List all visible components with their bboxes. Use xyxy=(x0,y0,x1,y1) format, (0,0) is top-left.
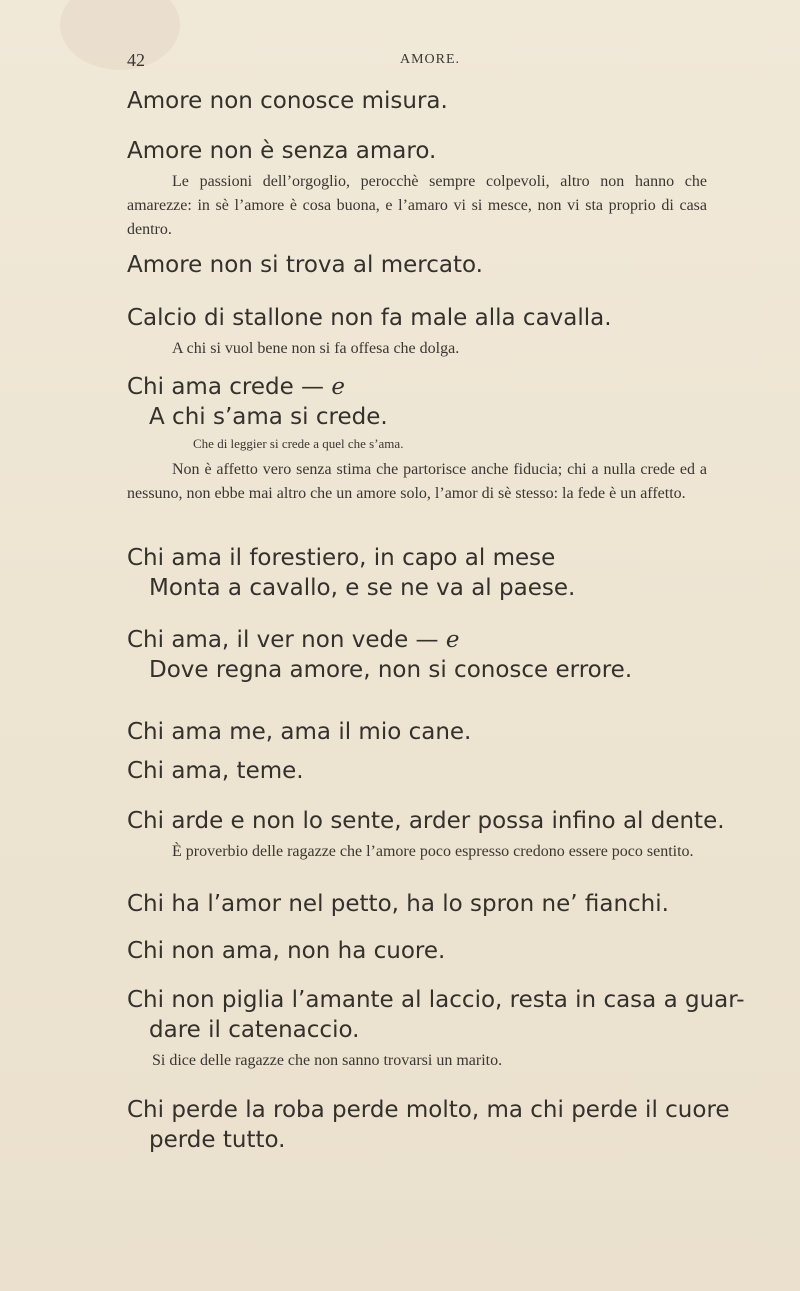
proverb-line: Dove regna amore, non si conosce errore. xyxy=(149,657,633,683)
proverb-entry xyxy=(127,303,707,361)
proverb-line: Chi non ama, non ha cuore. xyxy=(127,938,446,964)
running-title: AMORE. xyxy=(400,52,461,67)
conjunction-e: e xyxy=(445,627,460,653)
commentary-note: A chi si vuol bene non si fa offesa che dolga. xyxy=(172,340,460,357)
proverb-line: Amore non si trova al mercato. xyxy=(127,252,483,278)
proverb-entry xyxy=(127,756,707,786)
proverb-line: Chi perde la roba perde molto, ma chi perde il cuore xyxy=(127,1097,730,1123)
proverb-entry xyxy=(127,889,707,919)
proverb-line: Chi ama, teme. xyxy=(127,758,304,784)
proverb-entry xyxy=(127,625,707,685)
proverb-entry xyxy=(127,86,707,116)
proverb-entry xyxy=(127,717,707,747)
commentary-note: Si dice delle ragazze che non sanno trovarsi un marito. xyxy=(152,1052,503,1069)
proverb-line-text: Chi ama crede — xyxy=(127,374,332,400)
commentary-note: Non è affetto vero senza stima che partorisce anche fiducia; chi a nulla crede ed a nessuno, non ebbe mai altro che un amore solo, l’amor di sè stesso: la fede è un affetto. xyxy=(127,461,707,502)
proverb-entry xyxy=(127,806,725,864)
page-number: 42 xyxy=(127,50,145,70)
proverb-line: perde tutto. xyxy=(149,1127,286,1153)
proverb-line: A chi s’ama si crede. xyxy=(149,404,388,430)
proverb-line: Chi ama il forestiero, in capo al mese xyxy=(127,545,556,571)
proverb-line: Amore non è senza amaro. xyxy=(127,138,437,164)
proverb-line xyxy=(127,625,707,655)
proverb-entry xyxy=(127,543,707,603)
proverb-line: Chi non piglia l’amante al laccio, resta in casa a guar- xyxy=(127,987,745,1013)
proverb-line: Monta a cavallo, e se ne va al paese. xyxy=(149,575,576,601)
proverb-line: Calcio di stallone non fa male alla cavalla. xyxy=(127,305,612,331)
proverb-line: Amore non conosce misura. xyxy=(127,88,448,114)
proverb-line: dare il catenaccio. xyxy=(149,1017,360,1043)
proverb-entry xyxy=(127,1095,730,1155)
quotation-note: Che di leggier si crede a quel che s’ama. xyxy=(193,436,404,451)
proverb-entry xyxy=(127,985,745,1073)
proverb-line: Chi ama me, ama il mio cane. xyxy=(127,719,472,745)
proverb-line-text: Chi ama, il ver non vede — xyxy=(127,627,446,653)
proverb-line: Chi arde e non lo sente, arder possa infino al dente. xyxy=(127,808,725,834)
proverb-entry xyxy=(127,250,707,280)
commentary-note: Le passioni dell’orgoglio, perocchè sempre colpevoli, altro non hanno che amarezze: in sè l’amore è cosa buona, e l’amaro vi si mesce, non vi sta proprio di casa dentro. xyxy=(127,173,707,238)
proverb-entry xyxy=(127,372,707,506)
page-header xyxy=(127,50,687,74)
proverb-entry xyxy=(127,136,707,242)
proverb-line: Chi ha l’amor nel petto, ha lo spron ne’ fianchi. xyxy=(127,891,669,917)
commentary-note: È proverbio delle ragazze che l’amore poco espresso credono essere poco sentito. xyxy=(172,843,694,860)
proverb-entry xyxy=(127,936,707,966)
proverb-line xyxy=(127,372,707,402)
conjunction-e: e xyxy=(331,374,345,400)
